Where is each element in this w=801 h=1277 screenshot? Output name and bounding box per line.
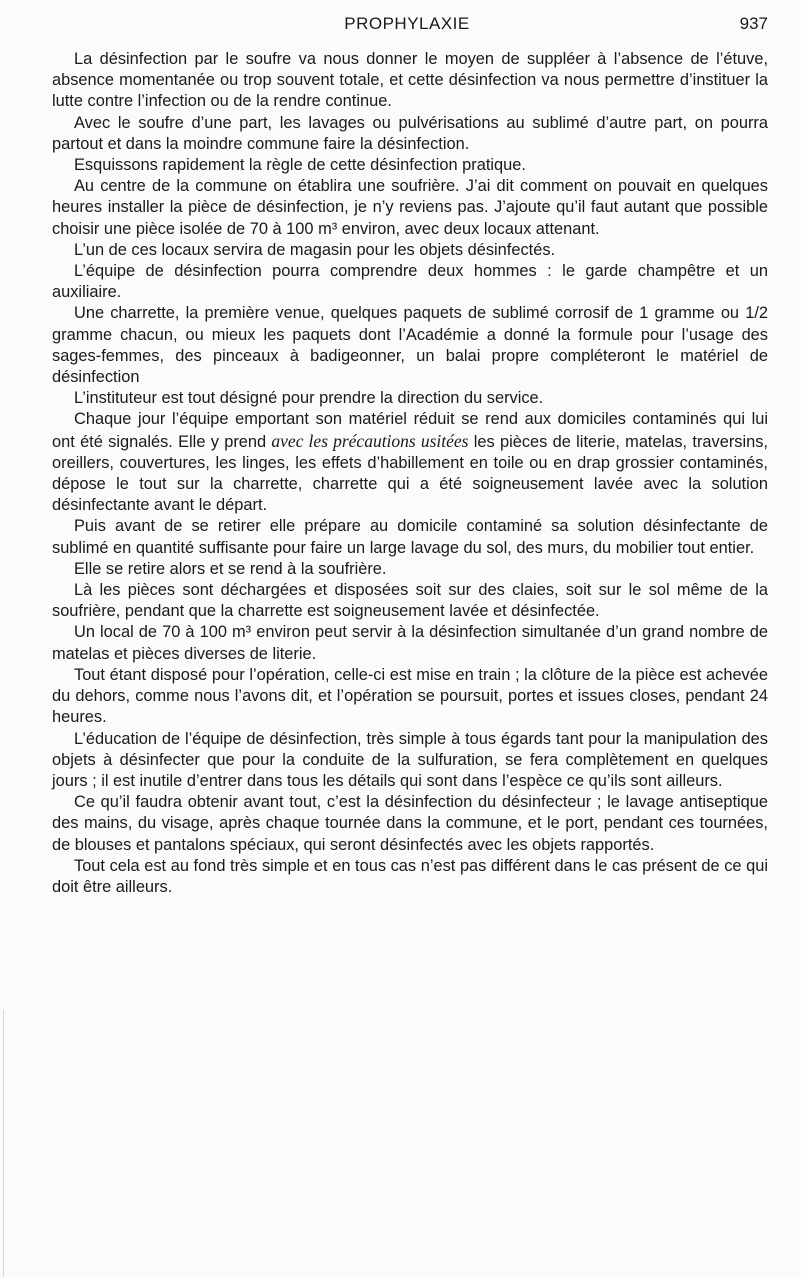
paragraph: La désinfection par le soufre va nous donner le moyen de suppléer à l’absence de l’étuve, absence momentanée ou trop souvent totale, et cette désinfection va nous permettre d’instituer la lutte contre l’infection ou de la rendre continue. bbox=[52, 50, 768, 111]
page-header bbox=[46, 14, 768, 40]
paragraph: L’éducation de l’équipe de désinfection, très simple à tous égards tant pour la manipulation des objets à désinfecter que pour la conduite de la sulfuration, se fera complètement en quelques jours ; il est inutile d’entrer dans tous les détails qui sont dans l’espèce ce qu’ils sont ailleurs. bbox=[52, 729, 768, 790]
paragraph: Tout étant disposé pour l’opération, celle-ci est mise en train ; la clôture de la pièce est achevée du dehors, comme nous l’avons dit, et l’opération se poursuit, portes et issues closes, pendant 24 heures. bbox=[52, 665, 768, 727]
italic-emphasis: avec les précautions usitées bbox=[271, 430, 469, 451]
text-run: les pièces de literie, matelas, traversins, oreillers, couvertures, les linges, les effets d’habillement en toile ou en drap grossier contaminés, dépose le tout sur la charrette, charrette qui a été soigneusement lavée avec la solution désinfectante avant le départ. bbox=[52, 432, 768, 515]
paragraph: Là les pièces sont déchargées et disposées soit sur des claies, soit sur le sol même de la soufrière, pendant que la charrette est soigneusement lavée et désinfectée. bbox=[52, 581, 768, 621]
paragraph: L’un de ces locaux servira de magasin pour les objets désinfectés. bbox=[74, 240, 556, 259]
paragraph: Tout cela est au fond très simple et en tous cas n’est pas différent dans le cas présent de ce qui doit être ailleurs. bbox=[52, 856, 768, 896]
paragraph: Puis avant de se retirer elle prépare au domicile contaminé sa solution désinfectante de sublimé en quantité suffisante pour faire un large lavage du sol, des murs, du mobilier tout entier. bbox=[52, 517, 768, 557]
body-text bbox=[52, 49, 768, 898]
paragraph: L’équipe de désinfection pourra comprendre deux hommes : le garde champêtre et un auxiliaire. bbox=[52, 262, 768, 302]
page-number: 937 bbox=[739, 14, 768, 33]
paragraph: Une charrette, la première venue, quelques paquets de sublimé corrosif de 1 gramme ou 1/2 gramme chacun, ou mieux les paquets dont l’Académie a donné la formule pour l’usage des sages-femmes, des pinceaux à badigeonner, un balai propre compléteront le matériel de désinfection bbox=[52, 304, 768, 387]
running-title: PROPHYLAXIE bbox=[344, 14, 470, 33]
paragraph: Elle se retire alors et se rend à la soufrière. bbox=[74, 559, 387, 578]
paragraph: Au centre de la commune on établira une soufrière. J’ai dit comment on pouvait en quelques heures installer la pièce de désinfection, je n’y reviens pas. J’ajoute qu’il faut autant que possible choisir une pièce isolée de 70 à 100 m³ environ, avec deux locaux attenant. bbox=[52, 177, 768, 238]
text-run: Chaque jour l’équipe emportant son matériel réduit se rend aux domiciles contaminés qui lui ont été signalés. Elle y prend bbox=[52, 410, 768, 451]
paragraph-precautions bbox=[52, 409, 768, 516]
paragraph: Esquissons rapidement la règle de cette désinfection pratique. bbox=[74, 156, 526, 175]
paragraph: Avec le soufre d’une part, les lavages ou pulvérisations au sublimé d’autre part, on pourra partout et dans la moindre commune faire la désinfection. bbox=[52, 113, 768, 153]
scan-margin-line bbox=[3, 1010, 4, 1277]
paragraph: Ce qu’il faudra obtenir avant tout, c’est la désinfection du désinfecteur ; le lavage antiseptique des mains, du visage, après chaque tournée dans la commune, et le port, pendant ces tournées, de blouses et pantalons spéciaux, qui seront désinfectés avec les objets rapportés. bbox=[52, 793, 768, 854]
paragraph: Un local de 70 à 100 m³ environ peut servir à la désinfection simultanée d’un grand nombre de matelas et pièces diverses de literie. bbox=[52, 623, 768, 663]
paragraph: L’instituteur est tout désigné pour prendre la direction du service. bbox=[74, 389, 544, 408]
